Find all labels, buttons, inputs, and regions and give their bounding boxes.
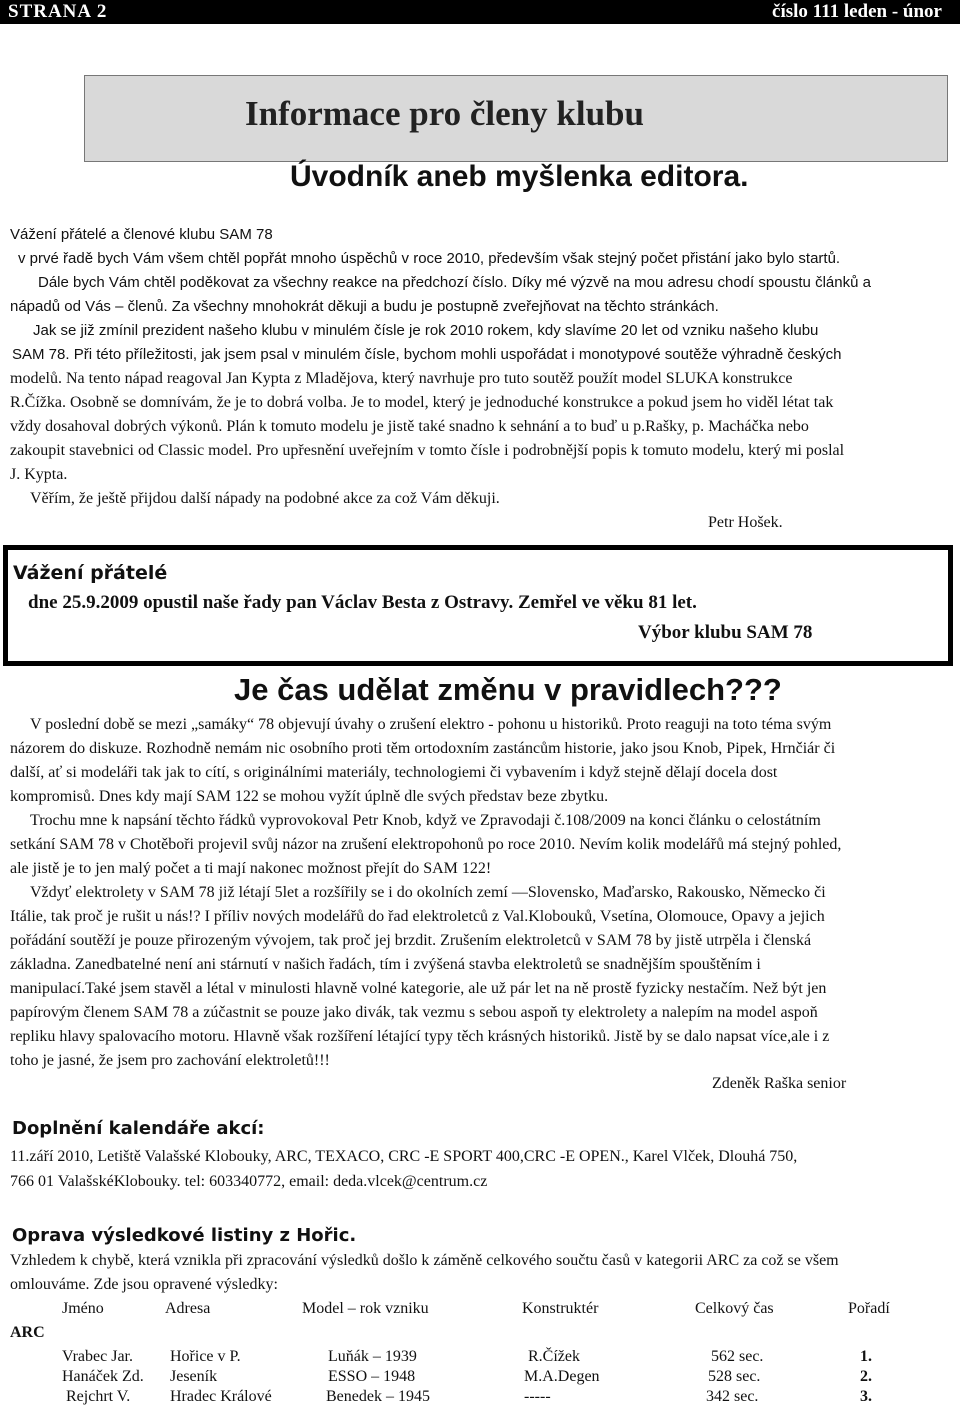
editorial-line: v prvé řadě bych Vám všem chtěl popřát mnoho úspěchů v roce 2010, především však stejný počet přistání jako bylo startů.	[18, 250, 841, 267]
page-number: STRANA 2	[8, 1, 108, 22]
table-cell: 1.	[860, 1348, 872, 1365]
article-line: setkání SAM 78 v Chotěboři projevil svůj názor na zrušení elektropohonů po roce 2010. Nevím kolik modelářů má stejný pohled,	[10, 836, 842, 853]
correction-line: omlouváme. Zde jsou opravené výsledky:	[10, 1276, 278, 1293]
correction-line: Vzhledem k chybě, která vznikla při zpracování výsledků došlo k záměně celkového součtu časů v kategorii ARC za což se všem	[10, 1252, 839, 1269]
table-cell: 342 sec.	[706, 1388, 759, 1405]
article-line: kompromisů. Dnes kdy mají SAM 122 se mohou vyžít úplně dle svých představ beze zbytku.	[10, 788, 609, 805]
article-line: pořádání soutěží je pouze přirozeným vývojem, tak proč jej brzdit. Zrušením elektroletců v SAM 78 by jistě utrpěla i členská	[10, 932, 812, 949]
article-line: Itálie, tak proč je rušit u nás!? I příliv nových modelářů do řad elektroletců z Val.Klobouků, Vsetína, Olomouce, Opavy a jejich	[10, 908, 825, 925]
table-cell: 3.	[860, 1388, 872, 1405]
table-cell: M.A.Degen	[524, 1368, 600, 1385]
article-signature: Zdeněk Raška senior	[712, 1075, 847, 1092]
editorial-line: Věřím, že ještě přijdou další nápady na podobné akce za což Vám děkuji.	[30, 490, 500, 507]
category-label: ARC	[10, 1324, 45, 1341]
table-cell: R.Čížek	[528, 1348, 580, 1365]
page-title: Informace pro členy klubu	[245, 94, 644, 133]
table-cell: Benedek – 1945	[326, 1388, 430, 1405]
table-cell: -----	[524, 1388, 551, 1405]
calendar-line: 11.září 2010, Letiště Valašské Klobouky, ARC, TEXACO, CRC -E SPORT 400,CRC -E OPEN., Karel Vlček, Dlouhá 750,	[10, 1148, 798, 1165]
issue-info: číslo 111 leden - únor	[772, 1, 942, 22]
table-cell: Hořice v P.	[170, 1348, 241, 1365]
editorial-signature: Petr Hošek.	[708, 514, 783, 531]
obituary-text: dne 25.9.2009 opustil naše řady pan Václav Besta z Ostravy. Zemřel ve věku 81 let.	[28, 592, 697, 613]
table-cell: Luňák – 1939	[328, 1348, 417, 1365]
editorial-heading: Úvodník aneb myšlenka editora.	[290, 160, 749, 193]
obituary-greeting: Vážení přátelé	[13, 562, 168, 584]
article-line: repliku hlavy spalovacího motoru. Hlavně však rozšíření létající typy těch krásných historiků. Jistě by se dalo napsat více,ale i z	[10, 1028, 830, 1045]
editorial-line: Vážení přátelé a členové klubu SAM 78	[10, 226, 273, 243]
table-cell: ESSO – 1948	[328, 1368, 416, 1385]
editorial-line: Jak se již zmínil prezident našeho klubu v minulém čísle je rok 2010 rokem, kdy slavíme 20 let od vzniku našeho klubu	[33, 322, 819, 339]
obituary-signature: Výbor klubu SAM 78	[638, 622, 813, 643]
article-line: další, ať si modeláři tak jak to cítí, s originálními materiály, technologiemi či vybavením i když stejně dělají docela dost	[10, 764, 778, 781]
column-header-time: Celkový čas	[695, 1300, 774, 1317]
table-cell: Rejchrt V.	[66, 1388, 131, 1405]
article-line: základna. Zanedbatelné není ani stárnutí v našich řadách, tím i zvýšená stavba elektroletů se snadnějším spouštěním i	[10, 956, 761, 973]
editorial-line: vždy dosahoval dobrých výkonů. Plán k tomuto modelu je jistě také snadno k sehnání a to buď u p.Rašky, p. Macháčka nebo	[10, 418, 809, 435]
table-cell: 2.	[860, 1368, 872, 1385]
article-line: V poslední době se mezi „samáky“ 78 objevují úvahy o zrušení elektro - pohonu u historiků. Proto reaguji na toto téma svým	[30, 716, 832, 733]
title-banner	[84, 75, 948, 162]
article-line: ale jistě je to jen malý počet a ti mají nakonec možnost přejít do SAM 122!	[10, 860, 492, 877]
article-title: Je čas udělat změnu v pravidlech???	[234, 672, 782, 707]
column-header-rank: Pořadí	[848, 1300, 890, 1317]
editorial-line: J. Kypta.	[10, 466, 68, 483]
article-line: názorem do diskuze. Rozhodně nemám nic osobního proti těm ortodoxním zastáncům historie, jako jsou Knob, Pipek, Hrnčiár či	[10, 740, 836, 757]
article-line: Vždyť elektrolety v SAM 78 již létají 5let a rozšířily se i do okolních zemí —Slovensko, Maďarsko, Rakousko, Německo či	[30, 884, 826, 901]
column-header-name: Jméno	[62, 1300, 104, 1317]
calendar-heading: Doplnění kalendáře akcí:	[12, 1118, 265, 1139]
column-header-address: Adresa	[165, 1300, 211, 1317]
table-cell: 562 sec.	[711, 1348, 764, 1365]
column-header-designer: Konstruktér	[522, 1300, 599, 1317]
table-cell: Hanáček Zd.	[62, 1368, 144, 1385]
editorial-line: Dále bych Vám chtěl poděkovat za všechny reakce na předchozí číslo. Díky mé výzvě na mou adresu chodí spoustu článků a	[38, 274, 871, 291]
table-cell: Jeseník	[170, 1368, 218, 1385]
calendar-line: 766 01 ValašskéKlobouky. tel: 603340772, email: deda.vlcek@centrum.cz	[10, 1173, 488, 1190]
editorial-line: SAM 78. Při této příležitosti, jak jsem psal v minulém čísle, bychom mohli uspořádat i monotypové soutěže výhradně českých	[12, 346, 842, 363]
column-header-model: Model – rok vzniku	[302, 1300, 429, 1317]
editorial-line: zakoupit stavebnici od Classic model. Pro upřesnění uveřejním v tomto čísle i podrobnější popis k tomuto modelu, který mi poslal	[10, 442, 845, 459]
article-line: papírovým členem SAM 78 a zúčastnit se pouze jako divák, tak vezmu s sebou aspoň ty elektrolety a nalepím na model aspoň	[10, 1004, 818, 1021]
obituary-box	[3, 545, 953, 666]
article-line: Trochu mne k napsání těchto řádků vyprovokoval Petr Knob, když ve Zpravodaji č.108/2009 na konci článku o celostátním	[30, 812, 821, 829]
page-header	[0, 0, 960, 24]
editorial-line: R.Čížka. Osobně se domnívám, že je to dobrá volba. Je to model, který je jednoduché konstrukce a pokud jsem ho viděl létat tak	[10, 394, 834, 411]
table-cell: Vrabec Jar.	[62, 1348, 133, 1365]
article-line: toho je jasné, že jsem pro zachování elektroletů!!!	[10, 1052, 330, 1069]
article-line: manipulací.Také jsem stavěl a létal v minulosti hlavně volné kategorie, ale už pár let na ně prostě fyzicky nestačím. Než být jen	[10, 980, 827, 997]
table-cell: 528 sec.	[708, 1368, 761, 1385]
editorial-line: modelů. Na tento nápad reagoval Jan Kypta z Mladějova, který navrhuje pro tuto soutěž použít model SLUKA konstrukce	[10, 370, 793, 387]
correction-heading: Oprava výsledkové listiny z Hořic.	[12, 1225, 357, 1246]
editorial-line: nápadů od Vás – členů. Za všechny mnohokrát děkuji a budu je postupně zveřejňovat na těchto stránkách.	[10, 298, 719, 315]
table-cell: Hradec Králové	[170, 1388, 272, 1405]
